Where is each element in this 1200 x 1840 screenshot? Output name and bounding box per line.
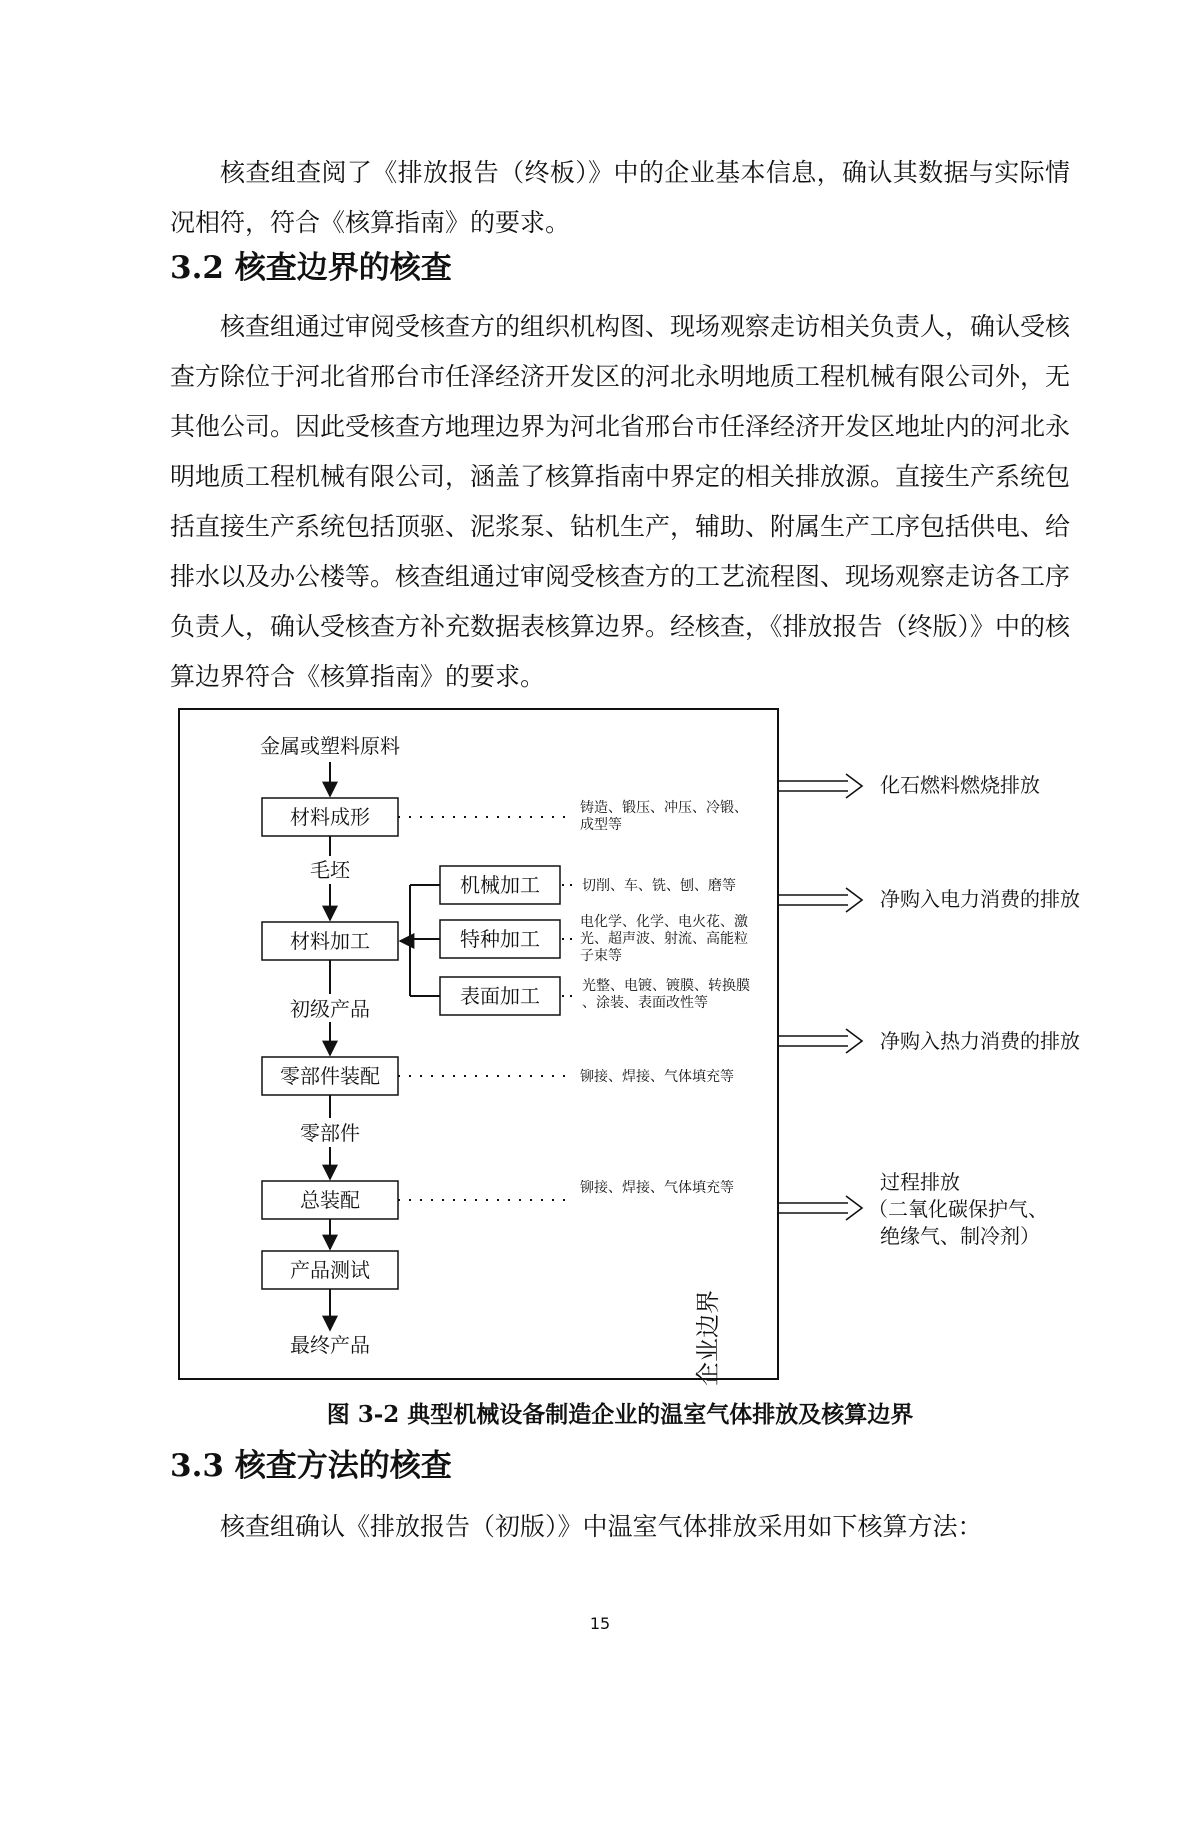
final-product-label: 最终产品 xyxy=(290,1333,370,1357)
raw-material-label: 金属或塑料原料 xyxy=(260,734,400,758)
special-note-1: 电化学、化学、电火花、激 xyxy=(580,914,748,930)
surface-note-1: 光整、电镀、镀膜、转换膜 xyxy=(582,978,750,994)
forming-label: 材料成形 xyxy=(290,805,370,829)
paragraph-boundary: 核查组通过审阅受核查方的组织机构图、现场观察走访相关负责人，确认受核查方除位于河北省邢台市任泽经济开发区的河北永明地质工程机械有限公司外，无其他公司。因此受核查方地理边界为河北省邢台市任泽经济开发区地址内的河北永明地质工程机械有限公司，涵盖了核算指南中界定的相关排放源。直接生产系统包括直接生产系统包括顶驱、泥浆泵、钻机生产，辅助、附属生产工序包括供电、给排水以及办公楼等。核查组通过审阅受核查方的工艺流程图、现场观察走访各工序负责人，确认受核查方补充数据表核算边界。经核查，《排放报告（终版）》中的核算边界符合《核算指南》的要求。 xyxy=(170,312,1071,691)
heading-3-2: 3.2 核查边界的核查 xyxy=(170,250,452,286)
heading-3-3: 3.3 核查方法的核查 xyxy=(170,1448,452,1484)
process-arrow xyxy=(778,1196,862,1220)
forming-note-1: 铸造、锻压、冲压、冷锻、 xyxy=(580,800,748,816)
special-note-2: 光、超声波、射流、高能粒 xyxy=(580,931,748,947)
forming-note-2: 成型等 xyxy=(580,817,622,833)
process-emission-label-2: （二氧化碳保护气、 xyxy=(868,1197,1048,1221)
special-note-3: 子束等 xyxy=(580,948,622,964)
enterprise-boundary-label: 企业边界 xyxy=(694,1290,722,1386)
final-assembly-label: 总装配 xyxy=(300,1188,360,1212)
surface-note-2: 、涂装、表面改性等 xyxy=(582,995,708,1011)
parts-label: 零部件 xyxy=(300,1121,360,1145)
page-number: 15 xyxy=(589,1614,611,1633)
process-emission-label-1: 过程排放 xyxy=(880,1170,960,1194)
parts-assembly-label: 零部件装配 xyxy=(280,1064,380,1088)
heat-arrow xyxy=(778,1029,862,1053)
surface-label: 表面加工 xyxy=(460,984,540,1008)
mechanical-note: 切削、车、铣、刨、磨等 xyxy=(582,878,736,894)
parts-assembly-note: 铆接、焊接、气体填充等 xyxy=(580,1069,734,1085)
processing-label: 材料加工 xyxy=(290,929,370,953)
blank-label: 毛坯 xyxy=(310,858,350,882)
paragraph-basic-info: 核查组查阅了《排放报告（终板）》中的企业基本信息，确认其数据与实际情况相符，符合《核算指南》的要求。 xyxy=(170,158,1070,237)
electricity-arrow xyxy=(778,888,862,912)
paragraph-method: 核查组确认《排放报告（初版）》中温室气体排放采用如下核算方法： xyxy=(220,1512,983,1541)
testing-label: 产品测试 xyxy=(290,1258,370,1282)
final-assembly-note: 铆接、焊接、气体填充等 xyxy=(580,1180,734,1196)
emission-boundary-diagram xyxy=(0,690,1200,1410)
mechanical-label: 机械加工 xyxy=(460,873,540,897)
electricity-emission-label: 净购入电力消费的排放 xyxy=(880,887,1080,911)
process-emission-label-3: 绝缘气、制冷剂） xyxy=(880,1224,1040,1248)
heat-emission-label: 净购入热力消费的排放 xyxy=(880,1029,1080,1053)
figure-caption: 图 3-2 典型机械设备制造企业的温室气体排放及核算边界 xyxy=(326,1401,914,1428)
special-label: 特种加工 xyxy=(460,927,540,951)
fossil-arrow xyxy=(778,774,862,798)
primary-product-label: 初级产品 xyxy=(290,997,370,1021)
fossil-emission-label: 化石燃料燃烧排放 xyxy=(880,773,1040,797)
